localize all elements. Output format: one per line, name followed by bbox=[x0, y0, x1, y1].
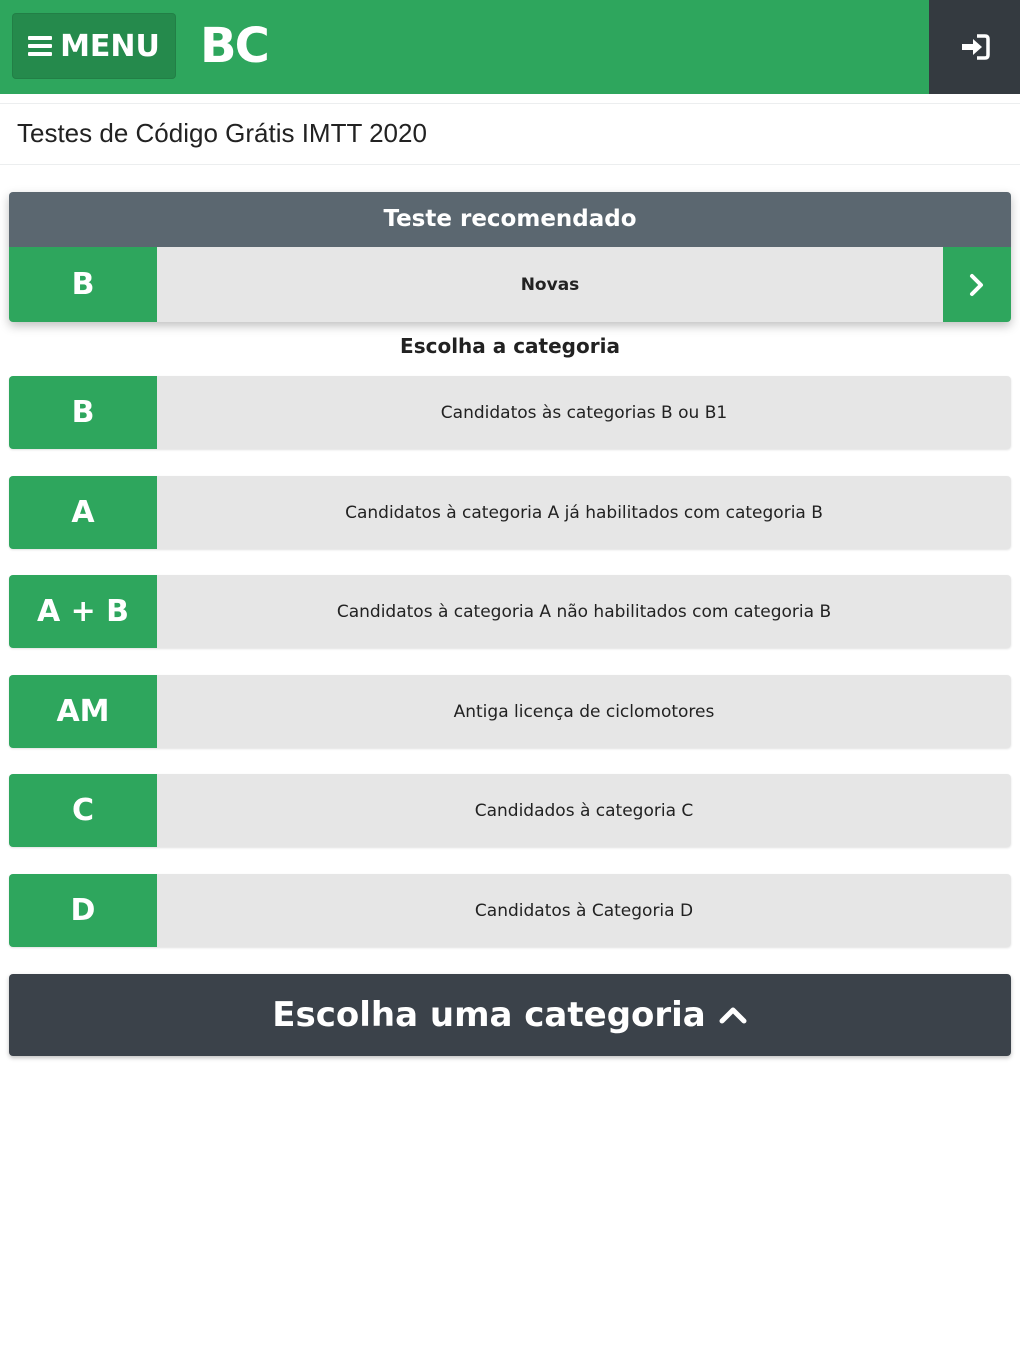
category-row-b[interactable] bbox=[9, 376, 1011, 449]
category-badge[interactable]: A bbox=[9, 476, 157, 549]
category-badge[interactable]: B bbox=[9, 247, 157, 322]
choose-category-button[interactable] bbox=[9, 974, 1011, 1056]
category-badge[interactable]: B bbox=[9, 376, 157, 449]
start-recommended-button[interactable] bbox=[943, 247, 1011, 322]
category-description[interactable]: Antiga licença de ciclomotores bbox=[453, 701, 715, 722]
recommended-test-card bbox=[9, 192, 1011, 322]
category-row-d[interactable] bbox=[9, 874, 1011, 947]
sign-in-icon bbox=[960, 34, 990, 60]
chevron-right-icon bbox=[967, 272, 987, 298]
category-description[interactable]: Candidatos à categoria A já habilitados com categoria B bbox=[345, 502, 823, 523]
category-description[interactable]: Candidatos à categoria A não habilitados com categoria B bbox=[336, 601, 832, 622]
category-description[interactable]: Candidados à categoria C bbox=[474, 800, 694, 821]
menu-label: MENU bbox=[60, 28, 160, 64]
category-row-a[interactable] bbox=[9, 476, 1011, 549]
category-badge[interactable]: D bbox=[9, 874, 157, 947]
menu-button[interactable] bbox=[12, 13, 176, 79]
category-badge[interactable]: A + B bbox=[9, 575, 157, 648]
page-title: Testes de Código Grátis IMTT 2020 bbox=[17, 118, 427, 148]
section-label: Escolha a categoria bbox=[400, 334, 620, 358]
hamburger-icon bbox=[28, 36, 52, 56]
category-description[interactable]: Candidatos à Categoria D bbox=[474, 900, 694, 921]
brand-logo[interactable]: BC bbox=[200, 18, 268, 74]
category-badge[interactable]: C bbox=[9, 774, 157, 847]
chevron-up-icon bbox=[718, 1004, 748, 1026]
category-row-c[interactable] bbox=[9, 774, 1011, 847]
category-badge[interactable]: AM bbox=[9, 675, 157, 748]
page-title-bar bbox=[0, 103, 1020, 165]
category-row-am[interactable] bbox=[9, 675, 1011, 748]
choose-category-label: Escolha uma categoria bbox=[272, 995, 706, 1035]
category-description[interactable]: Candidatos às categorias B ou B1 bbox=[440, 402, 728, 423]
recommended-test-label[interactable]: Novas bbox=[520, 274, 580, 295]
recommended-test-row[interactable] bbox=[9, 247, 1011, 322]
recommended-header: Teste recomendado bbox=[9, 192, 1011, 247]
top-navbar bbox=[0, 0, 1020, 94]
login-button[interactable] bbox=[929, 0, 1020, 94]
category-row-a-plus-b[interactable] bbox=[9, 575, 1011, 648]
